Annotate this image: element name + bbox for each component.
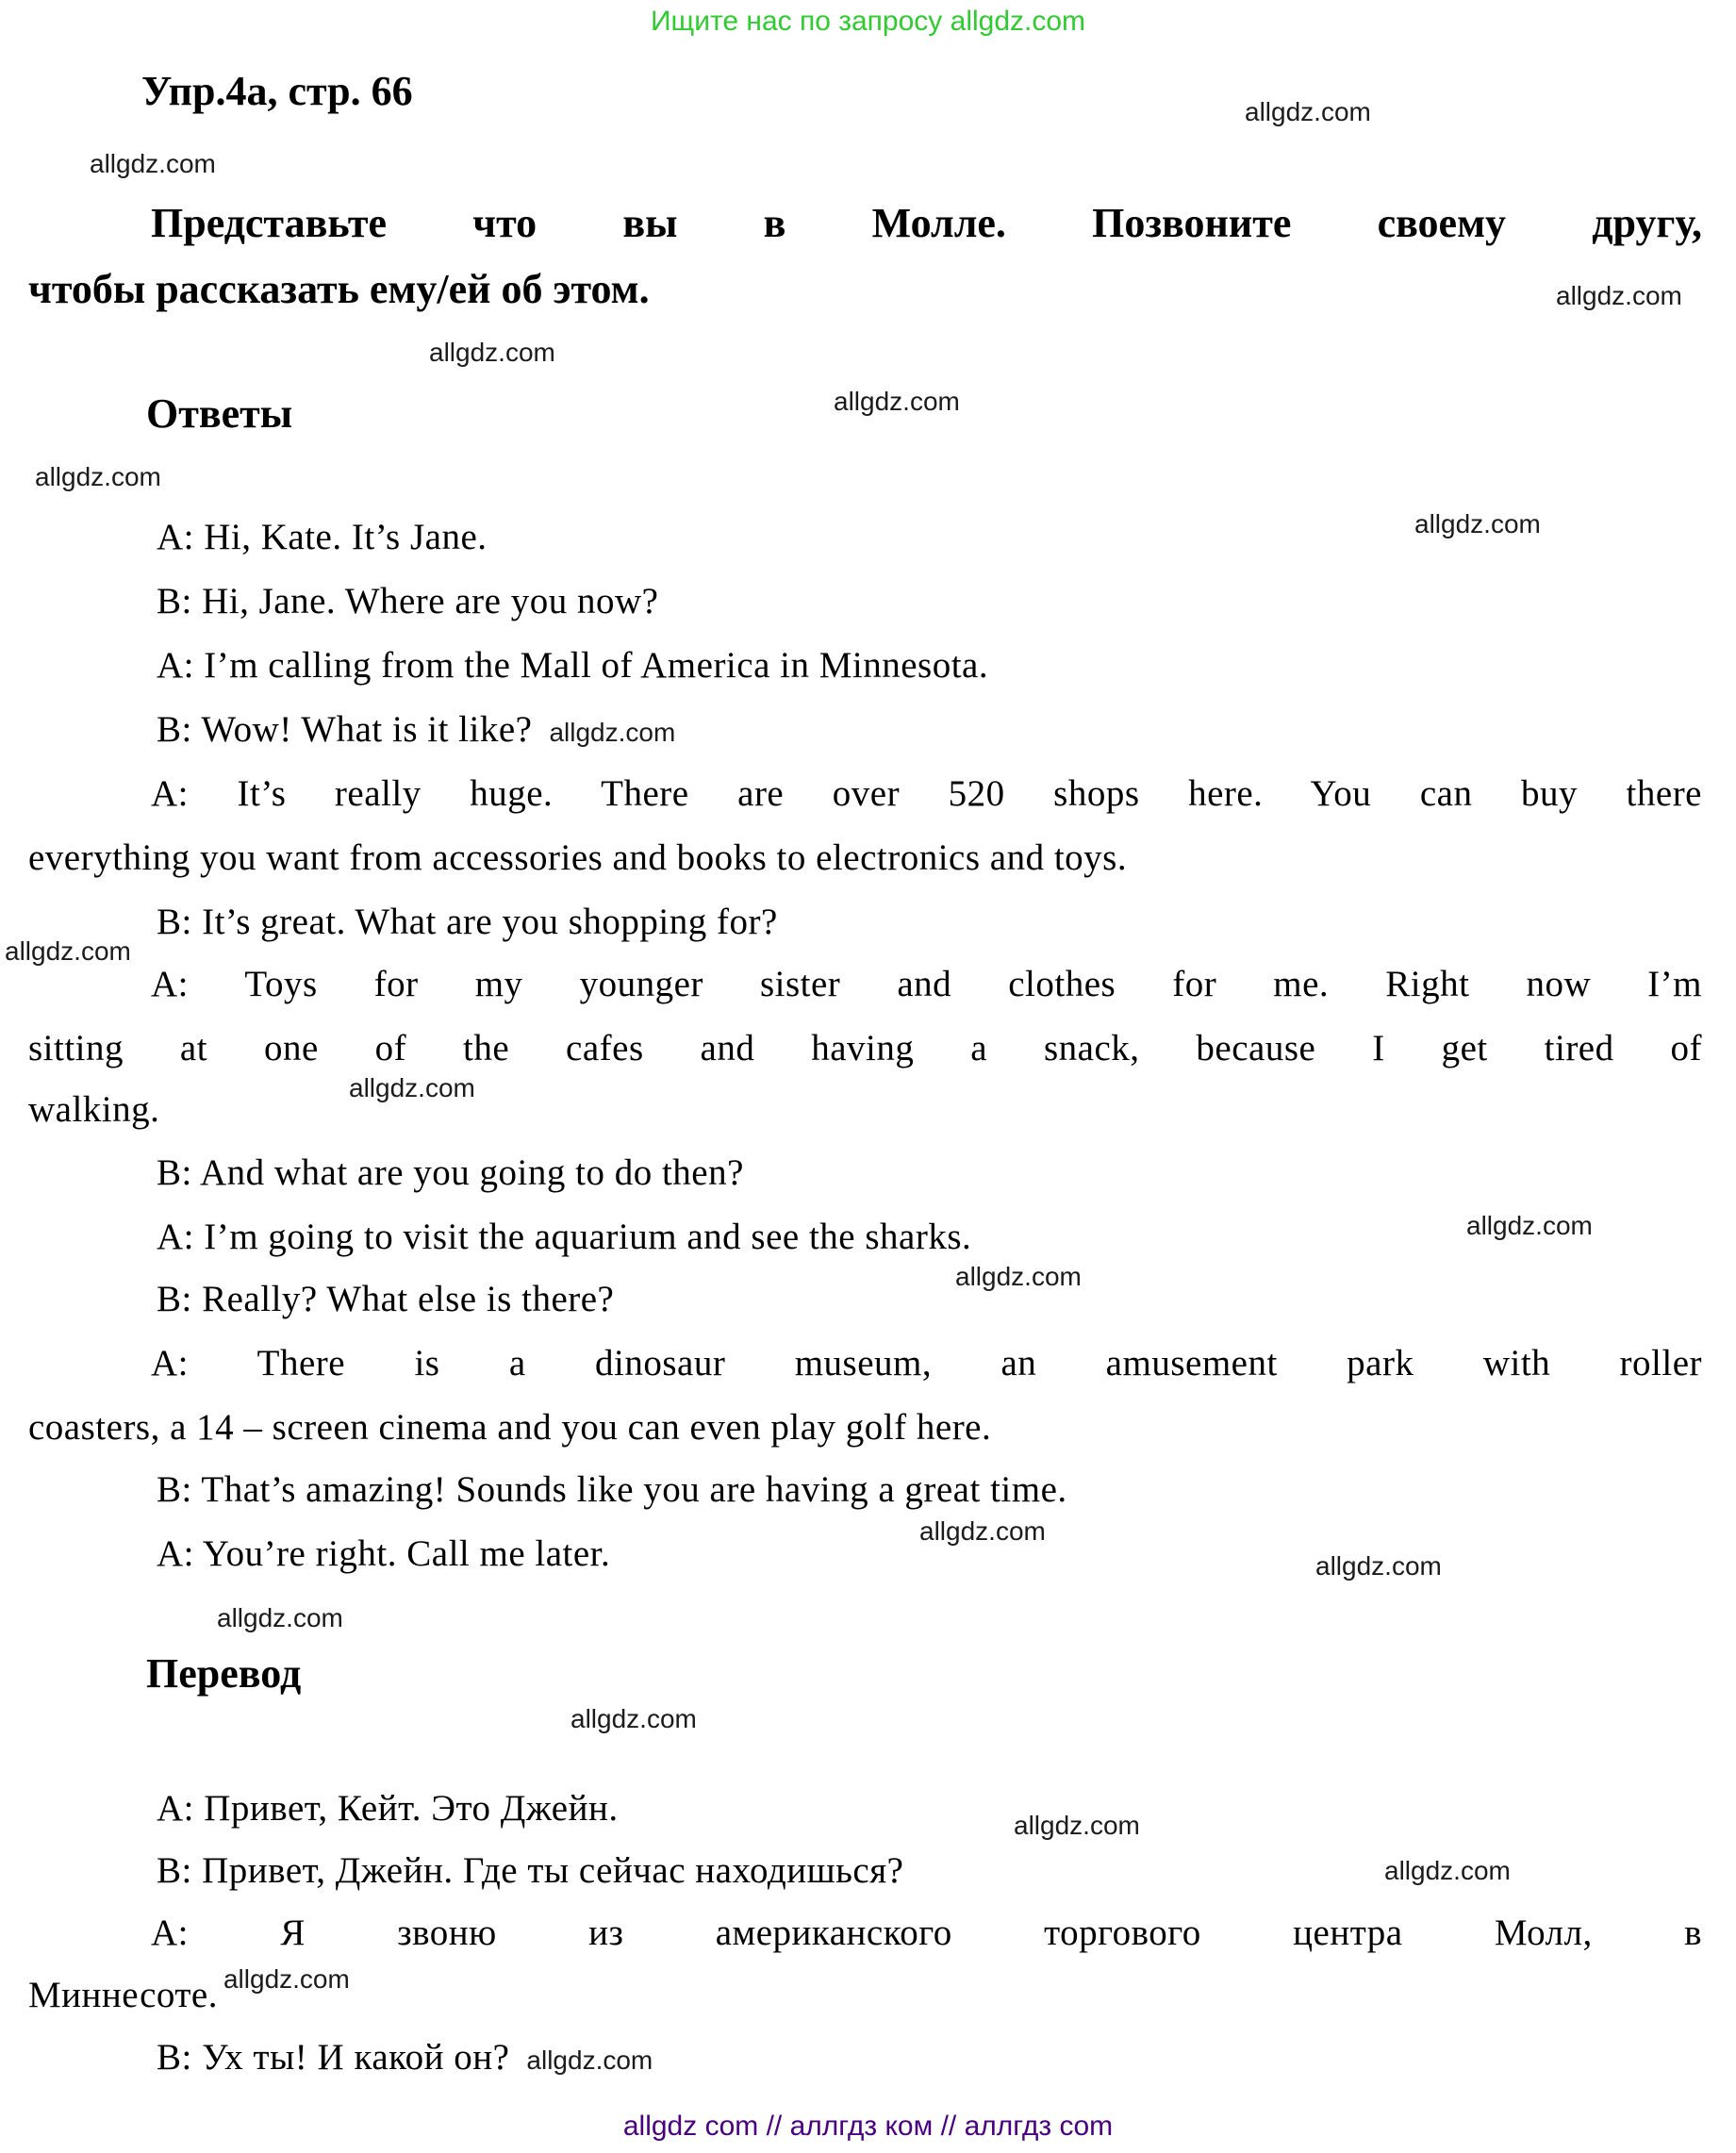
dialogue-en-line-7c: walking. [28, 1089, 160, 1130]
dialogue-en-line-12: B: That’s amazing! Sounds like you are having a great time. [157, 1469, 1067, 1510]
watermark-allgdz: allgdz.com [349, 1073, 475, 1102]
watermark-allgdz: allgdz.com [429, 338, 555, 367]
dialogue-en-line-11: A: There is a dinosaur museum, an amusement park with roller [151, 1343, 1702, 1383]
translation-heading: Перевод [146, 1650, 302, 1697]
watermark-allgdz: allgdz.com [919, 1516, 1046, 1546]
task-line: Представьте что вы в Молле. Позвоните своему другу, [151, 200, 1702, 246]
dialogue-en-line-2: B: Hi, Jane. Where are you now? [157, 581, 659, 621]
promo-banner: Ищите нас по запросу allgdz.com [650, 6, 1086, 37]
watermark-allgdz: allgdz.com [1014, 1811, 1140, 1840]
dialogue-en-line-4-text: B: Wow! What is it like? [157, 709, 533, 750]
watermark-allgdz: allgdz.com [549, 718, 676, 747]
answers-heading: Ответы [146, 390, 293, 437]
dialogue-en-line-10: B: Really? What else is there? [157, 1279, 615, 1319]
watermark-allgdz: allgdz.com [1556, 281, 1682, 310]
dialogue-ru-line-3: А: Я звоню из американского торгового центра Молл, в [151, 1913, 1702, 1953]
task-line: чтобы рассказать ему/ей об этом. [28, 266, 650, 312]
dialogue-en-line-1: A: Hi, Kate. It’s Jane. [157, 517, 488, 557]
watermark-allgdz: allgdz.com [1245, 97, 1371, 126]
watermark-allgdz: allgdz.com [1384, 1856, 1511, 1885]
watermark-allgdz: allgdz.com [223, 1964, 350, 1994]
dialogue-en-line-8: B: And what are you going to do then? [157, 1152, 744, 1193]
dialogue-en-line-7: A: Toys for my younger sister and clothes for me. Right now I’m [151, 964, 1702, 1004]
watermark-allgdz: allgdz.com [834, 387, 960, 416]
dialogue-ru-line-2: В: Привет, Джейн. Где ты сейчас находишься? [157, 1850, 904, 1891]
watermark-allgdz: allgdz.com [526, 2045, 653, 2075]
dialogue-en-line-7b: sitting at one of the cafes and having a snack, because I get tired of [28, 1028, 1702, 1068]
watermark-allgdz: allgdz.com [955, 1262, 1082, 1291]
watermark-allgdz: allgdz.com [217, 1603, 343, 1632]
footer-links: allgdz com // аллгдз ком // аллгдз com [622, 2111, 1114, 2142]
watermark-allgdz: allgdz.com [1466, 1211, 1593, 1240]
watermark-allgdz: allgdz.com [90, 149, 216, 178]
watermark-allgdz: allgdz.com [570, 1704, 697, 1733]
dialogue-ru-line-4-text: В: Ух ты! И какой он? [157, 2037, 510, 2078]
dialogue-en-line-6: B: It’s great. What are you shopping for? [157, 902, 778, 942]
watermark-allgdz: allgdz.com [1315, 1551, 1442, 1581]
dialogue-en-line-4 [157, 709, 675, 751]
dialogue-en-line-11b: coasters, a 14 – screen cinema and you can even play golf here. [28, 1407, 992, 1448]
dialogue-ru-line-3b [28, 1964, 350, 2016]
dialogue-ru-line-4 [157, 2037, 653, 2078]
watermark-allgdz: allgdz.com [1414, 509, 1541, 538]
watermark-allgdz: allgdz.com [5, 936, 131, 966]
dialogue-en-line-13: A: You’re right. Call me later. [157, 1533, 611, 1574]
dialogue-en-line-5: A: It’s really huge. There are over 520 shops here. You can buy there [151, 773, 1702, 814]
dialogue-ru-line-1: А: Привет, Кейт. Это Джейн. [157, 1788, 619, 1829]
exercise-title: Упр.4а, стр. 66 [141, 68, 413, 114]
watermark-allgdz: allgdz.com [35, 462, 161, 491]
dialogue-ru-line-3b-text: Миннесоте. [28, 1975, 218, 2015]
dialogue-en-line-3: A: I’m calling from the Mall of America in Minnesota. [157, 645, 989, 686]
dialogue-en-line-9: A: I’m going to visit the aquarium and see the sharks. [157, 1217, 972, 1257]
dialogue-en-line-5b: everything you want from accessories and books to electronics and toys. [28, 837, 1128, 878]
